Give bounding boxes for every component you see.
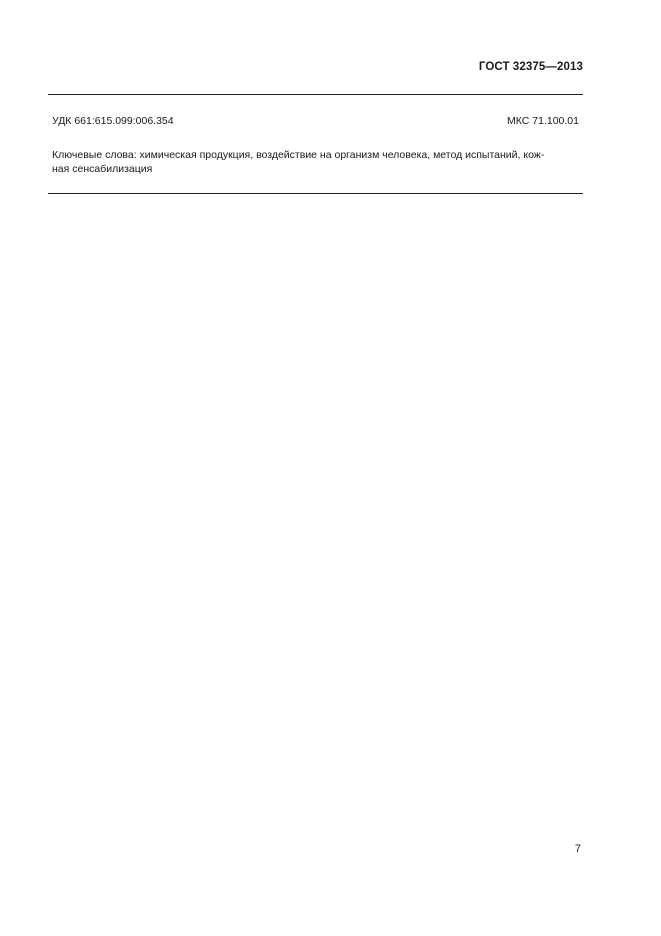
bottom-divider bbox=[48, 193, 583, 194]
keywords-block bbox=[52, 148, 580, 176]
keywords-line-2: ная сенсабилизация bbox=[52, 163, 153, 175]
keywords-line-1: Ключевые слова: химическая продукция, воздействие на организм человека, метод испытаний, кож- bbox=[52, 149, 545, 161]
mks-code: МКС 71.100.01 bbox=[507, 115, 579, 127]
document-standard-code: ГОСТ 32375—2013 bbox=[478, 61, 583, 73]
udk-code: УДК 661:615.099:006.354 bbox=[52, 115, 174, 127]
page-number: 7 bbox=[574, 843, 581, 855]
top-divider bbox=[48, 94, 583, 95]
